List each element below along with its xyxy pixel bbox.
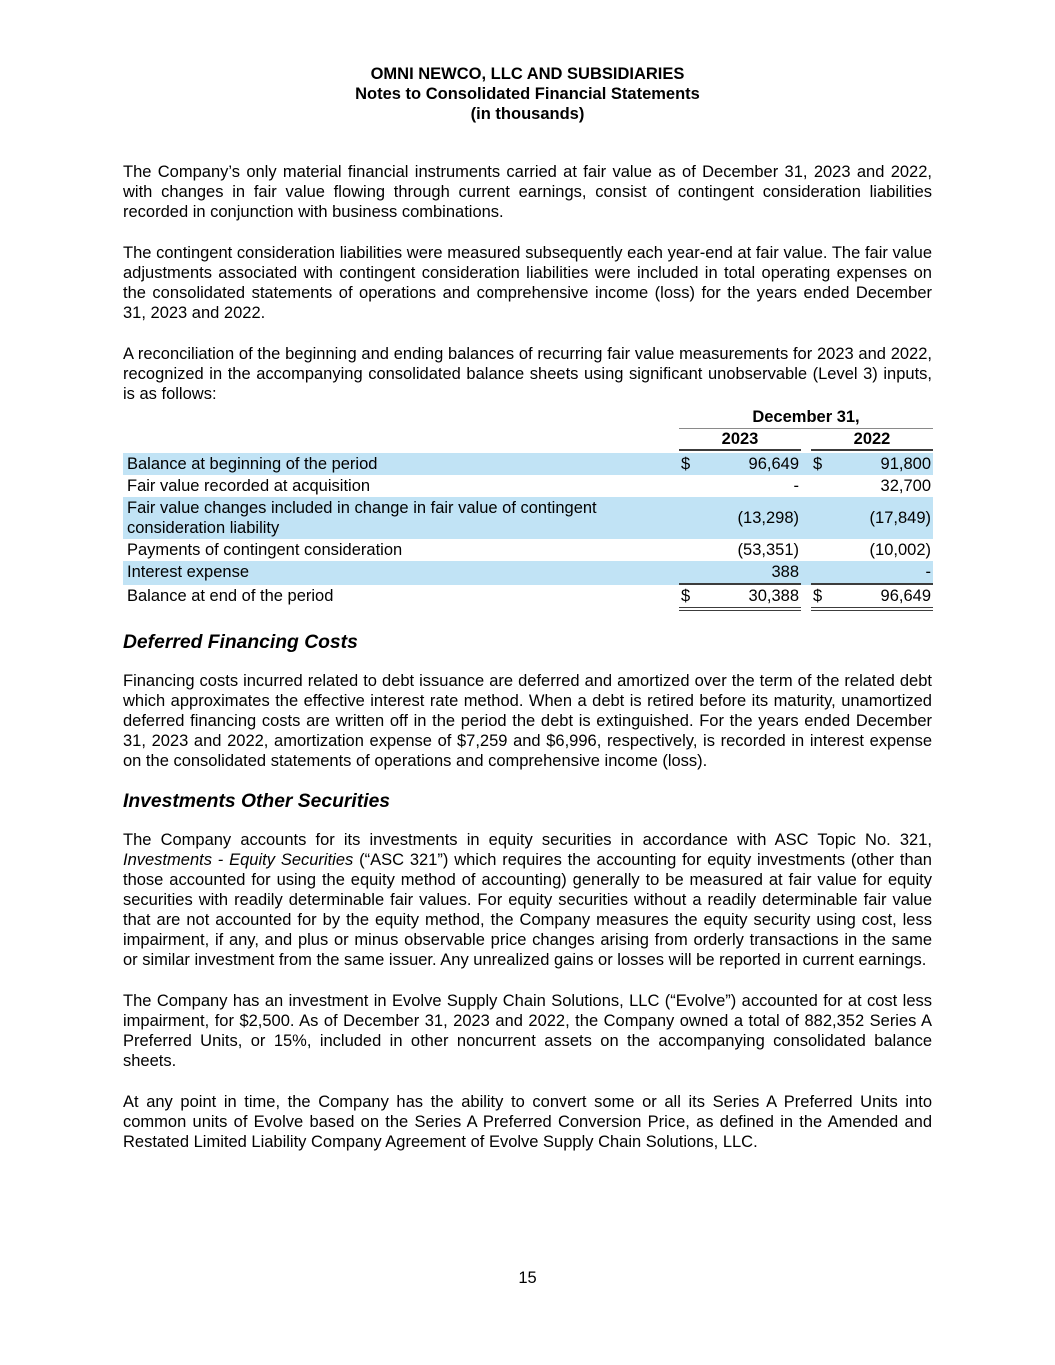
table-cell-2022	[811, 539, 933, 561]
fair-value-reconciliation-table	[123, 407, 933, 611]
currency-symbol: $	[681, 455, 691, 473]
table-date-header: December 31,	[679, 407, 933, 429]
table-date-header-row	[123, 407, 933, 429]
table-column-header-2023: 2023	[679, 429, 801, 451]
table-row	[123, 561, 933, 585]
cell-value: (53,351)	[737, 541, 799, 559]
table-row	[123, 585, 933, 611]
cell-value: (17,849)	[869, 509, 931, 527]
paragraph-deferred-financing-costs: Financing costs incurred related to debt issuance are deferred and amortized over the term of the related debt which approximates the effective interest rate method. When a debt is retired before its maturity, unamortized deferred financing costs are written off in the period the debt is extinguished. For the years ended December 31, 2023 and 2022, amortization expense of $7,259 and $6,996, respectively, is recorded in interest expense on the consolidated statements of operations and comprehensive income (loss).	[123, 672, 932, 770]
table-cell-2023	[679, 475, 801, 497]
cell-value: 388	[771, 563, 799, 581]
table-row-label: Interest expense	[127, 563, 249, 581]
paragraph-reconciliation-intro: A reconciliation of the beginning and ending balances of recurring fair value measurements for 2023 and 2022, recognized in the accompanying consolidated balance sheets using significant unobservable (Level 3) inputs, is as follows:	[123, 345, 932, 403]
table-cell-2023	[679, 561, 801, 585]
table-row-label: Balance at beginning of the period	[127, 455, 378, 473]
asc321-text-after-italic: (“ASC 321”) which requires the accounting for equity investments (other than those accounted for using the equity method of accounting) generally to be measured at fair value for equity securities with readily determinable fair values. For equity securities without a readily determinable fair value that are not accounted for by the equity method, the Company measures the equity security using cost, less impairment, if any, and plus or minus observable price changes arising from orderly transactions in the same or similar investment from the same issuer. Any unrealized gains or losses will be reported in current earnings.	[123, 851, 932, 969]
table-row-label: Fair value changes included in change in fair value of contingent consideration liability	[127, 499, 597, 537]
table-row	[123, 475, 933, 497]
table-cell-2023	[679, 497, 801, 539]
page-number: 15	[518, 1269, 537, 1287]
table-row	[123, 453, 933, 475]
table-row	[123, 497, 933, 539]
table-column-gap	[801, 453, 811, 475]
paragraph-fair-value-instruments: The Company’s only material financial instruments carried at fair value as of December 31, 2023 and 2022, with changes in fair value flowing through current earnings, consist of contingent consideration liabilities recorded in conjunction with business combinations.	[123, 163, 932, 221]
table-header-spacer	[123, 407, 679, 429]
cell-value: (13,298)	[737, 509, 799, 527]
cell-value: 91,800	[880, 455, 931, 473]
cell-value: 30,388	[748, 587, 799, 605]
table-cell-2022	[811, 585, 933, 611]
table-column-gap	[801, 475, 811, 497]
document-subtitle: Notes to Consolidated Financial Statements	[355, 85, 700, 103]
table-cell-2023	[679, 585, 801, 611]
table-row-label: Fair value recorded at acquisition	[127, 477, 371, 495]
table-column-gap	[801, 539, 811, 561]
company-name: OMNI NEWCO, LLC AND SUBSIDIARIES	[370, 65, 685, 83]
currency-symbol: $	[813, 587, 823, 605]
cell-value: (10,002)	[869, 541, 931, 559]
table-cell-2022	[811, 453, 933, 475]
table-column-gap	[801, 429, 811, 451]
table-row	[123, 539, 933, 561]
asc321-text-before-italic: The Company accounts for its investments in equity securities in accordance with ASC Topic No. 321,	[123, 831, 932, 849]
table-row-label: Payments of contingent consideration	[127, 541, 403, 559]
table-cell-2022	[811, 475, 933, 497]
paragraph-evolve-investment: The Company has an investment in Evolve Supply Chain Solutions, LLC (“Evolve”) accounted for at cost less impairment, for $2,500. As of December 31, 2023 and 2022, the Company owned a total of 882,352 Series A Preferred Units, or 15%, included in other noncurrent assets on the accompanying consolidated balance sheets.	[123, 992, 932, 1070]
section-heading-deferred-financing-costs: Deferred Financing Costs	[123, 632, 358, 653]
document-header	[123, 64, 932, 124]
table-column-gap	[801, 585, 811, 611]
cell-value: -	[925, 563, 931, 581]
table-column-gap	[801, 497, 811, 539]
asc321-italic-title: Investments - Equity Securities	[123, 851, 354, 869]
table-year-header-row	[123, 429, 933, 451]
table-row-label: Balance at end of the period	[127, 587, 334, 605]
cell-value: 96,649	[880, 587, 931, 605]
cell-value: 96,649	[748, 455, 799, 473]
currency-symbol: $	[681, 587, 691, 605]
paragraph-contingent-measurement: The contingent consideration liabilities were measured subsequently each year-end at fair value. The fair value adjustments associated with contingent consideration liabilities were included in total operating expenses on the consolidated statements of operations and comprehensive income (loss) for the years ended December 31, 2023 and 2022.	[123, 244, 932, 322]
cell-value: -	[793, 477, 799, 495]
table-cell-2023	[679, 453, 801, 475]
table-cell-2022	[811, 497, 933, 539]
table-column-header-2022: 2022	[811, 429, 933, 451]
table-cell-2022	[811, 561, 933, 585]
section-heading-investments-other-securities: Investments Other Securities	[123, 791, 391, 812]
currency-symbol: $	[813, 455, 823, 473]
table-header-spacer	[123, 429, 679, 451]
table-column-gap	[801, 561, 811, 585]
table-cell-2023	[679, 539, 801, 561]
paragraph-conversion-rights: At any point in time, the Company has the ability to convert some or all its Series A Preferred Units into common units of Evolve based on the Series A Preferred Conversion Price, as defined in the Amended and Restated Limited Liability Company Agreement of Evolve Supply Chain Solutions, LLC.	[123, 1093, 932, 1151]
units-note: (in thousands)	[470, 105, 585, 123]
paragraph-asc-321	[123, 830, 932, 970]
cell-value: 32,700	[880, 477, 931, 495]
